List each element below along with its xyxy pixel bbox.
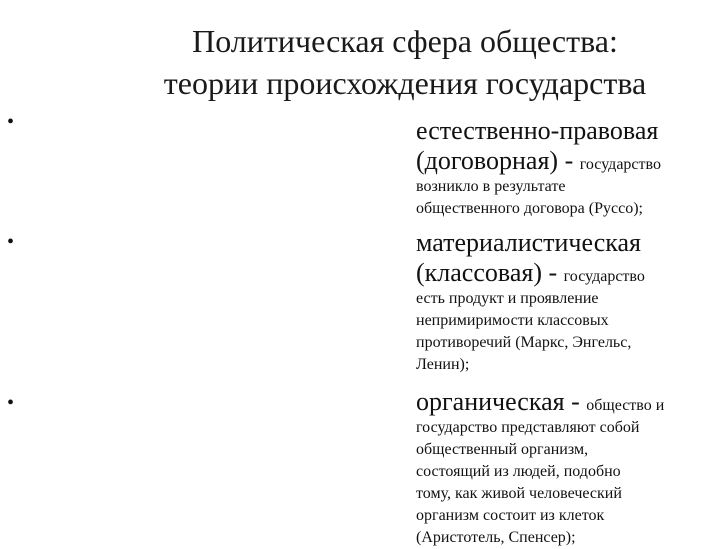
theory-desc-text: государство (563, 268, 645, 285)
slide-title (100, 20, 710, 104)
theory-desc-line: общественный организм, (416, 441, 589, 458)
theory-desc-line: противоречий (Маркс, Энгельс, (416, 334, 632, 351)
theory-term-line (416, 258, 716, 288)
theory-term-text: (классовая) - (416, 258, 558, 287)
theory-desc-line: (Аристотель, Спенсер); (416, 529, 576, 546)
theory-item-organic (416, 387, 716, 549)
theory-desc-text: общество и (586, 397, 665, 414)
theory-term-line (416, 146, 716, 176)
title-line-1: Политическая сфера общества: (192, 23, 618, 59)
theory-desc-line: государство представляют собой (416, 419, 640, 436)
bullet-marker: • (7, 231, 15, 253)
theory-desc-text: государство (579, 156, 661, 173)
bullet-marker: • (7, 111, 15, 133)
title-line-2: теории происхождения государства (163, 65, 647, 101)
theory-term-text: органическая - (416, 387, 580, 416)
theory-desc-line: организм состоит из клеток (416, 507, 605, 524)
theory-desc-line: есть продукт и проявление (416, 290, 599, 307)
theory-term-line: естественно-правовая (416, 116, 659, 145)
theory-desc-line: Ленин); (416, 356, 470, 373)
theory-desc-line: возникло в результате (416, 178, 566, 195)
theory-term-line: материалистическая (416, 228, 641, 257)
theory-desc-line: тому, как живой человеческий (416, 485, 622, 502)
theory-item-materialist (416, 228, 716, 376)
theory-item-natural-law (416, 116, 716, 220)
theory-term-line (416, 387, 716, 417)
theory-term-text: (договорная) - (416, 146, 574, 175)
theory-desc-line: непримиримости классовых (416, 312, 609, 329)
theory-desc-line: состоящий из людей, подобно (416, 463, 621, 480)
theory-desc-line: общественного договора (Руссо); (416, 200, 643, 217)
bullet-marker: • (7, 392, 15, 414)
